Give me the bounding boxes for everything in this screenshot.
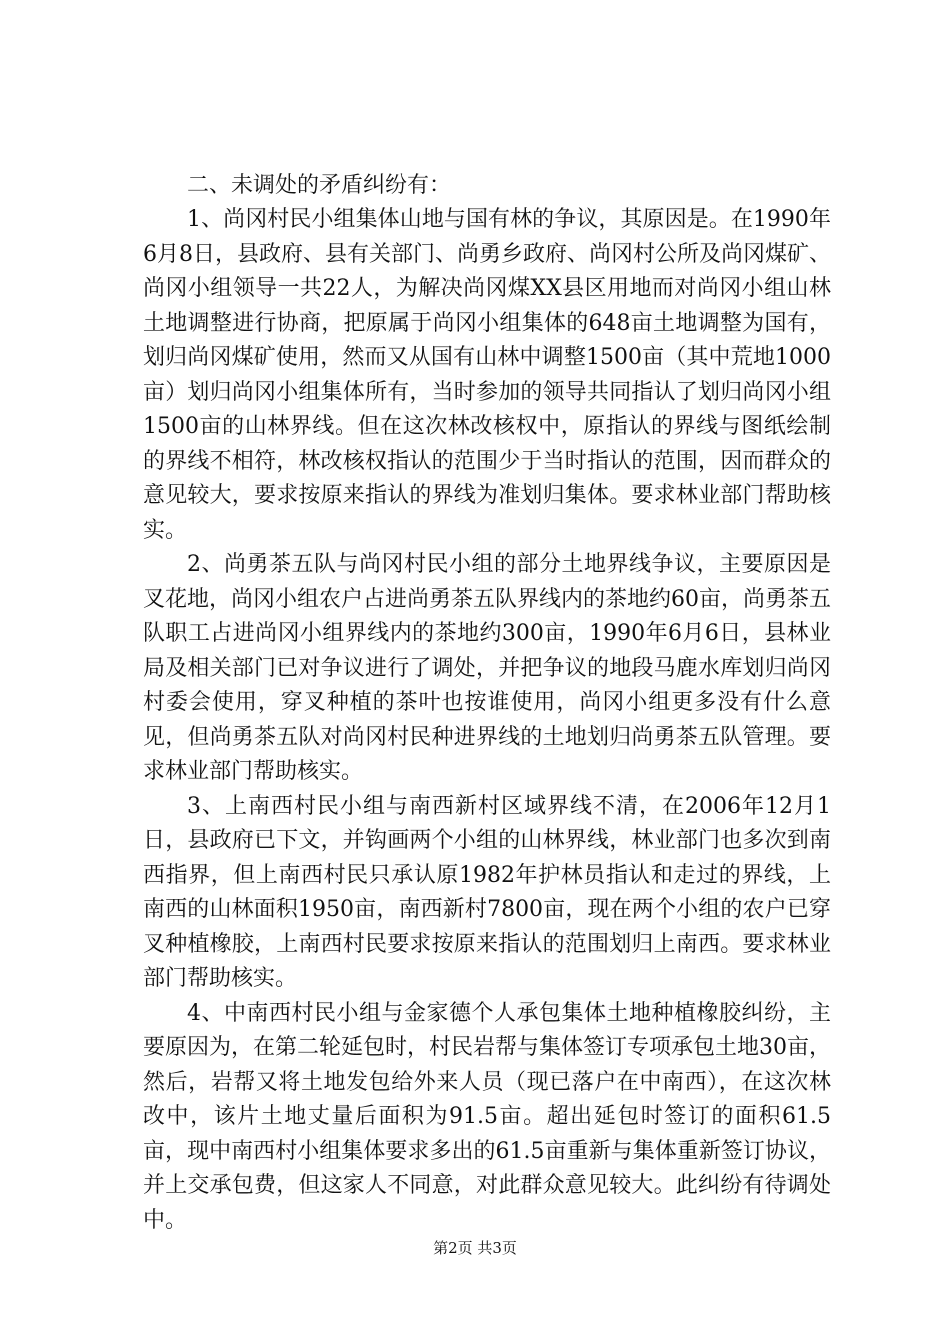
paragraph-2: 2、尚勇茶五队与尚冈村民小组的部分土地界线争议，主要原因是叉花地，尚冈小组农户占进尚勇茶五队界线内的茶地约60亩，尚勇茶五队职工占进尚冈小组界线内的茶地约300亩，1990年6月6日，县林业局及相关部门已对争议进行了调处，并把争议的地段马鹿水库划归尚冈村委会使用，穿叉种植的茶叶也按谁使用，尚冈小组更多没有什么意见，但尚勇茶五队对尚冈村民种进界线的土地划归尚勇茶五队管理。要求林业部门帮助核实。 xyxy=(143,552,831,784)
section-heading: 二、未调处的矛盾纠纷有： xyxy=(187,173,452,198)
paragraph-4: 4、中南西村民小组与金家德个人承包集体土地种植橡胶纠纷，主要原因为，在第二轮延包时，村民岩帮与集体签订专项承包土地30亩，然后，岩帮又将土地发包给外来人员（现已落户在中南西），在这次林改中，该片土地丈量后面积为91.5亩。超出延包时签订的面积61.5亩，现中南西村小组集体要求多出的61.5亩重新与集体重新签订协议，并上交承包费，但这家人不同意，对此群众意见较大。此纠纷有待调处中。 xyxy=(143,1000,831,1233)
page-number-footer: 第2页 共3页 xyxy=(433,1239,517,1257)
paragraph-1: 1、尚冈村民小组集体山地与国有林的争议，其原因是。在1990年6月8日，县政府、县有关部门、尚勇乡政府、尚冈村公所及尚冈煤矿、尚冈小组领导一共22人，为解决尚冈煤XX县区用地而对尚冈小组山林土地调整进行协商，把原属于尚冈小组集体的648亩土地调整为国有，划归尚冈煤矿使用，然而又从国有山林中调整1500亩（其中荒地1000亩）划归尚冈小组集体所有，当时参加的领导共同指认了划归尚冈小组1500亩的山林界线。但在这次林改核权中，原指认的界线与图纸绘制的界线不相符，林改核权指认的范围少于当时指认的范围，因而群众的意见较大，要求按原来指认的界线为准划归集体。要求林业部门帮助核实。 xyxy=(143,207,831,543)
document-body xyxy=(143,168,831,1238)
paragraph-3: 3、上南西村民小组与南西新村区域界线不清，在2006年12月1日，县政府已下文，并钩画两个小组的山林界线，林业部门也多次到南西指界，但上南西村民只承认原1982年护林员指认和走过的界线，上南西的山林面积1950亩，南西新村7800亩，现在两个小组的农户已穿叉种植橡胶，上南西村民要求按原来指认的范围划归上南西。要求林业部门帮助核实。 xyxy=(143,793,831,991)
